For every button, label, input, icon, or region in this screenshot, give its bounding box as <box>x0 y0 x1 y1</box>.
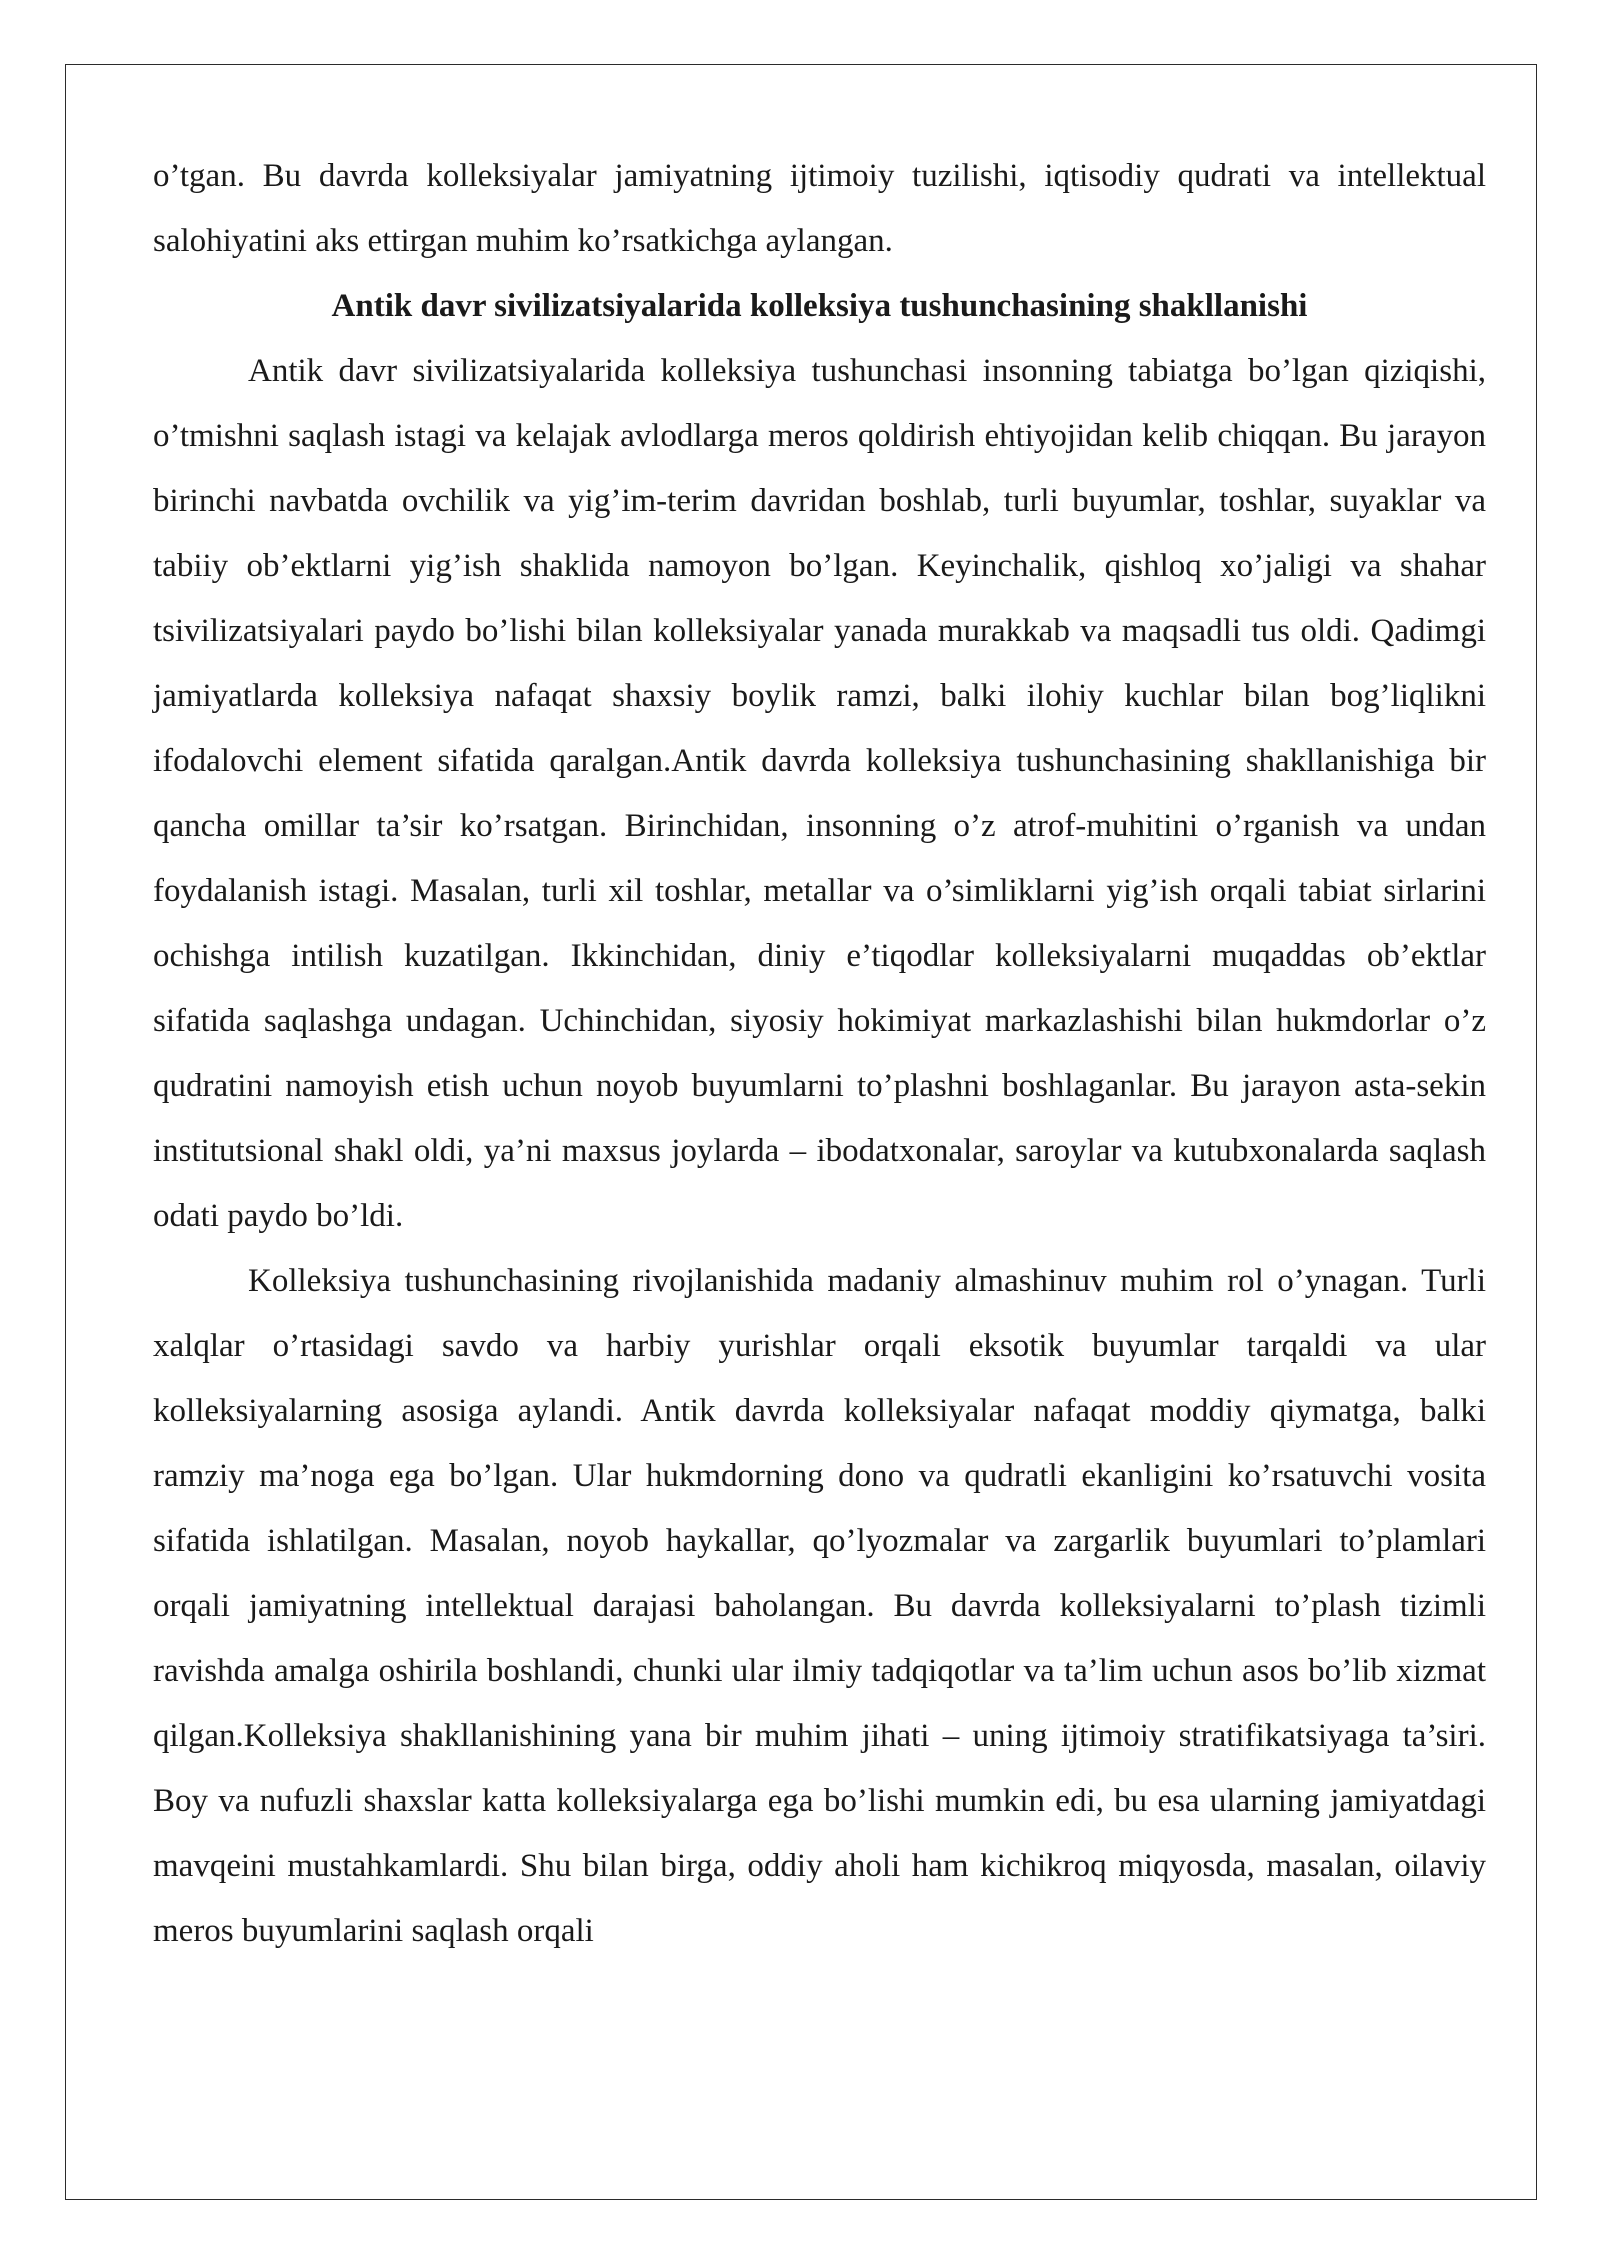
paragraph-cultural-exchange: Kolleksiya tushunchasining rivojlanishida madaniy almashinuv muhim rol o’ynagan. Turli xalqlar o’rtasidagi savdo va harbiy yurishlar orqali eksotik buyumlar tarqaldi va ular kolleksiyalarning asosiga aylandi. Antik davrda kolleksiyalar nafaqat moddiy qiymatga, balki ramziy ma’noga ega bo’lgan. Ular hukmdorning dono va qudratli ekanligini ko’rsatuvchi vosita sifatida ishlatilgan. Masalan, noyob haykallar, qo’lyozmalar va zargarlik buyumlari to’plamlari orqali jamiyatning intellektual darajasi baholangan. Bu davrda kolleksiyalarni to’plash tizimli ravishda amalga oshirila boshlandi, chunki ular ilmiy tadqiqotlar va ta’lim uchun asos bo’lib xizmat qilgan.Kolleksiya shakllanishining yana bir muhim jihati – uning ijtimoiy stratifikatsiyaga ta’siri. Boy va nufuzli shaxslar katta kolleksiyalarga ega bo’lishi mumkin edi, bu esa ularning jamiyatdagi mavqeini mustahkamlardi. Shu bilan birga, oddiy aholi ham kichikroq miqyosda, masalan, oilaviy meros buyumlarini saqlash orqali <box>153 1263 1486 1949</box>
paragraph-antique-collections: Antik davr sivilizatsiyalarida kolleksiya tushunchasi insonning tabiatga bo’lgan qiziqishi, o’tmishni saqlash istagi va kelajak avlodlarga meros qoldirish ehtiyojidan kelib chiqqan. Bu jarayon birinchi navbatda ovchilik va yig’im-terim davridan boshlab, turli buyumlar, toshlar, suyaklar va tabiiy ob’ektlarni yig’ish shaklida namoyon bo’lgan. Keyinchalik, qishloq xo’jaligi va shahar tsivilizatsiyalari paydo bo’lishi bilan kolleksiyalar yanada murakkab va maqsadli tus oldi. Qadimgi jamiyatlarda kolleksiya nafaqat shaxsiy boylik ramzi, balki ilohiy kuchlar bilan bog’liqlikni ifodalovchi element sifatida qaralgan.Antik davrda kolleksiya tushunchasining shakllanishiga bir qancha omillar ta’sir ko’rsatgan. Birinchidan, insonning o’z atrof-muhitini o’rganish va undan foydalanish istagi. Masalan, turli xil toshlar, metallar va o’simliklarni yig’ish orqali tabiat sirlarini ochishga intilish kuzatilgan. Ikkinchidan, diniy e’tiqodlar kolleksiyalarni muqaddas ob’ektlar sifatida saqlashga undagan. Uchinchidan, siyosiy hokimiyat markazlashishi bilan hukmdorlar o’z qudratini namoyish etish uchun noyob buyumlarni to’plashni boshlaganlar. Bu jarayon asta-sekin institutsional shakl oldi, ya’ni maxsus joylarda – ibodatxonalar, saroylar va kutubxonalarda saqlash odati paydo bo’ldi. <box>153 353 1486 1234</box>
section-heading: Antik davr sivilizatsiyalarida kolleksiya tushunchasining shakllanishi <box>331 288 1308 324</box>
document-body <box>153 144 1486 1964</box>
paragraph-continuation: o’tgan. Bu davrda kolleksiyalar jamiyatning ijtimoiy tuzilishi, iqtisodiy qudrati va intellektual salohiyatini aks ettirgan muhim ko’rsatkichga aylangan. <box>153 158 1486 259</box>
